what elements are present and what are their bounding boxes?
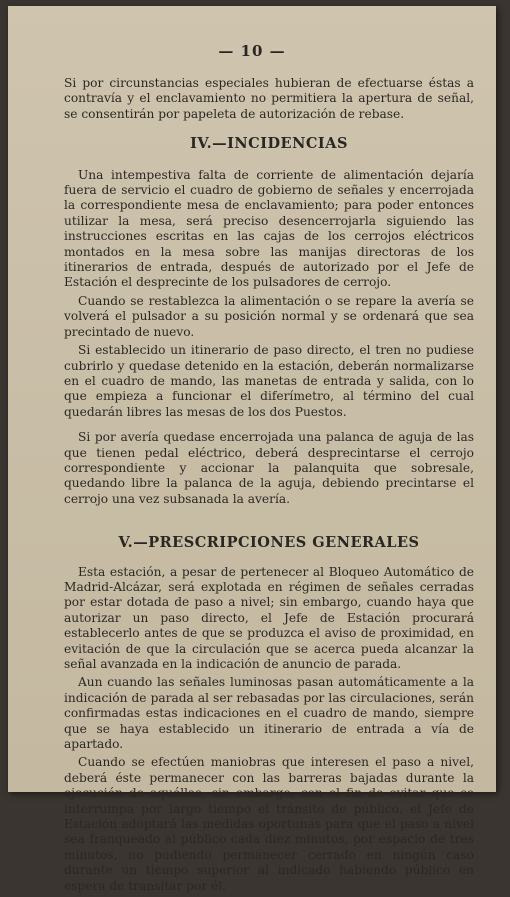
document-page (8, 6, 496, 893)
page-content (64, 76, 474, 897)
incidencias-paragraph-4: Si por avería quedase encerrojada una palanca de aguja de las que tienen pedal eléctrico, deberá desprecintarse el cerrojo correspondiente y accionar la palanquita que sobresale, quedando libre la palanca de la aguja, debiendo precintarse el cerrojo una vez subsanada la avería. (64, 430, 474, 506)
incidencias-paragraph-1: Una intempestiva falta de corriente de alimentación dejaría fuera de servicio el cuadro de gobierno de señales y encerrojada la correspondiente mesa de enclavamiento; para poder entonces utilizar la mesa, será preciso desencerrojarla siguiendo las instrucciones escritas en las cajas de los cerrojos eléctricos montados en la mesa sobre las manijas directoras de los itinerarios de entrada, después de autorizado por el Jefe de Estación el desprecinte de los pulsadores de cerrojo. (64, 167, 474, 290)
prescripciones-paragraph-3: Cuando se efectúen maniobras que interesen el paso a nivel, deberá éste permanecer con las barreras bajadas durante la ejecución de aquéllas; sin embargo, con el fin de evitar que se interrumpa por largo tiempo el tránsito de público, el Jefe de Estación adoptará las medidas oportunas para que el paso a nivel sea franqueado al público cada diez minutos, por espacio de tres minutos, no pudiendo permanecer cerrado en ningún caso durante un tiempo superior al indicado habiendo público en espera de transitar por él. (64, 755, 474, 893)
section-heading-incidencias: IV.—INCIDENCIAS (190, 135, 348, 153)
prescripciones-paragraph-2: Aun cuando las señales luminosas pasan automáticamente a la indicación de parada al ser rebasadas por las circulaciones, serán confirmadas estas indicaciones en el cuadro de mando, siempre que se haya establecido un itinerario de entrada a vía de apartado. (64, 675, 474, 752)
section-heading-prescripciones: V.—PRESCRIPCIONES GENERALES (118, 534, 420, 552)
page-number: — 10 — (218, 42, 286, 60)
incidencias-paragraph-3: Si establecido un itinerario de paso directo, el tren no pudiese cubrirlo y quedase detenido en la estación, deberán normalizarse en el cuadro de mando, las manetas de entrada y salida, con lo que empieza a funcionar el diferímetro, al término del cual quedarán libres las mesas de los dos Puestos. (64, 343, 474, 419)
intro-paragraph: Si por circunstancias especiales hubieran de efectuarse éstas a contravía y el enclavamiento no permitiera la apertura de señal, se consentirán por papeleta de autorización de rebase. (64, 76, 474, 121)
prescripciones-paragraph-1: Esta estación, a pesar de pertenecer al Bloqueo Automático de Madrid-Alcázar, será explotada en régimen de señales cerradas por estar dotada de paso a nivel; sin embargo, cuando haya que autorizar un paso directo, el Jefe de Estación procurará establecerlo antes de que se produzca el aviso de proximidad, en evitación de que la circulación que se acerca pueda alcanzar la señal avanzada en la indicación de anuncio de parada. (64, 564, 474, 671)
incidencias-paragraph-2: Cuando se restablezca la alimentación o se repare la avería se volverá el pulsador a su posición normal y se ordenará que sea precintado de nuevo. (64, 293, 474, 339)
